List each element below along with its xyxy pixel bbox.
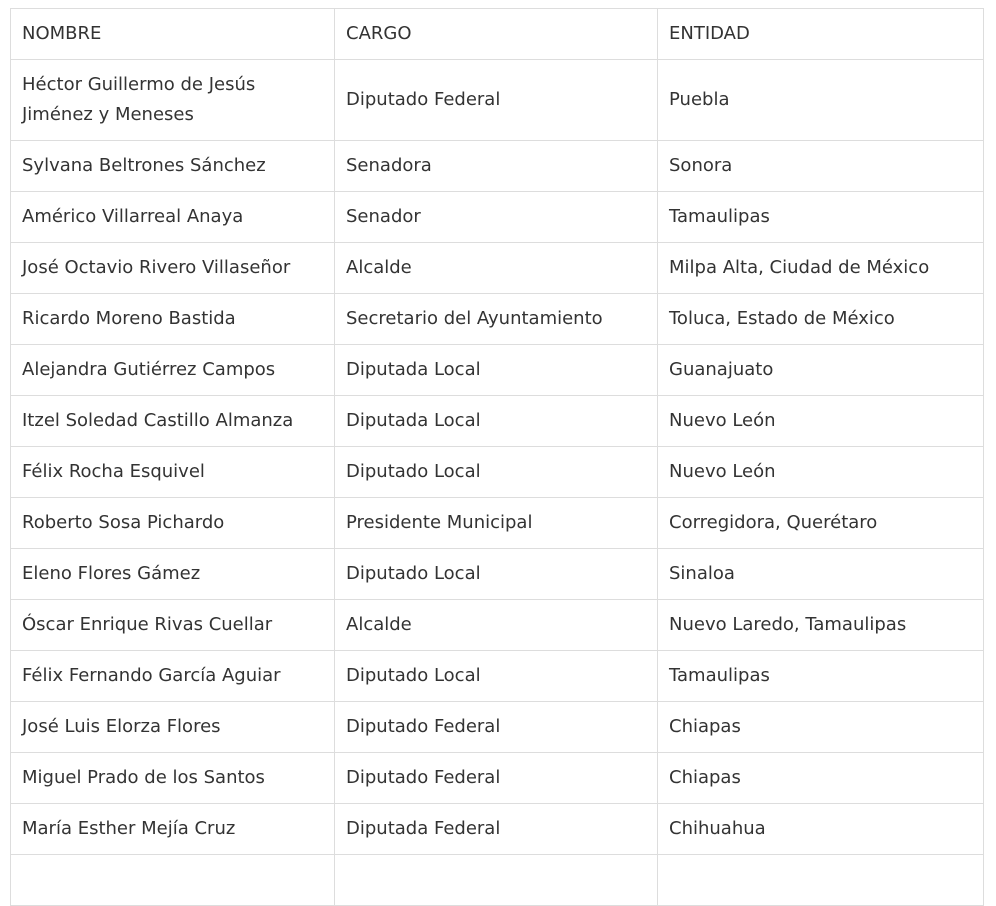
table-row <box>11 396 984 447</box>
cell-entidad: Sonora <box>658 141 984 192</box>
cell-nombre: Itzel Soledad Castillo Almanza <box>11 396 335 447</box>
cell-entidad: Corregidora, Querétaro <box>658 498 984 549</box>
table-row <box>11 651 984 702</box>
header-cargo: CARGO <box>335 9 658 60</box>
cell-cargo: Diputada Federal <box>335 804 658 855</box>
cell-nombre: Miguel Prado de los Santos <box>11 753 335 804</box>
cell-entidad: Tamaulipas <box>658 192 984 243</box>
cell-cargo: Diputado Local <box>335 651 658 702</box>
header-entidad: ENTIDAD <box>658 9 984 60</box>
cell-nombre: Félix Rocha Esquivel <box>11 447 335 498</box>
cell-entidad: Chiapas <box>658 753 984 804</box>
table-row <box>11 753 984 804</box>
table-row <box>11 498 984 549</box>
cell-entidad: Nuevo León <box>658 396 984 447</box>
cell-nombre: María Esther Mejía Cruz <box>11 804 335 855</box>
cell-cargo: Senadora <box>335 141 658 192</box>
officials-table <box>10 8 984 906</box>
cell-entidad: Sinaloa <box>658 549 984 600</box>
cell-entidad: Toluca, Estado de México <box>658 294 984 345</box>
table-row <box>11 192 984 243</box>
table-row <box>11 243 984 294</box>
cell-nombre: Óscar Enrique Rivas Cuellar <box>11 600 335 651</box>
table-row <box>11 294 984 345</box>
table-row <box>11 600 984 651</box>
cell-entidad: Nuevo Laredo, Tamaulipas <box>658 600 984 651</box>
cell-cargo: Diputado Local <box>335 447 658 498</box>
table-header <box>11 9 984 60</box>
cell-entidad: Milpa Alta, Ciudad de México <box>658 243 984 294</box>
cell-nombre: Félix Fernando García Aguiar <box>11 651 335 702</box>
cell-cargo: Diputado Local <box>335 549 658 600</box>
cell-cargo: Alcalde <box>335 243 658 294</box>
cell-nombre: Eleno Flores Gámez <box>11 549 335 600</box>
table-row <box>11 60 984 141</box>
cell-cargo <box>335 855 658 906</box>
cell-cargo: Alcalde <box>335 600 658 651</box>
cell-entidad: Puebla <box>658 60 984 141</box>
table-row <box>11 345 984 396</box>
cell-cargo: Diputado Federal <box>335 753 658 804</box>
cell-entidad: Chihuahua <box>658 804 984 855</box>
cell-nombre: Roberto Sosa Pichardo <box>11 498 335 549</box>
header-row <box>11 9 984 60</box>
cell-nombre <box>11 855 335 906</box>
cell-cargo: Secretario del Ayuntamiento <box>335 294 658 345</box>
officials-table-container <box>10 8 983 906</box>
table-row <box>11 141 984 192</box>
cell-nombre: Américo Villarreal Anaya <box>11 192 335 243</box>
cell-nombre: José Luis Elorza Flores <box>11 702 335 753</box>
cell-cargo: Presidente Municipal <box>335 498 658 549</box>
cell-nombre: Ricardo Moreno Bastida <box>11 294 335 345</box>
table-row <box>11 549 984 600</box>
cell-entidad: Guanajuato <box>658 345 984 396</box>
table-row <box>11 447 984 498</box>
cell-cargo: Diputada Local <box>335 396 658 447</box>
cell-cargo: Diputado Federal <box>335 702 658 753</box>
cell-cargo: Diputado Federal <box>335 60 658 141</box>
cell-entidad <box>658 855 984 906</box>
cell-nombre: José Octavio Rivero Villaseñor <box>11 243 335 294</box>
cell-nombre: Héctor Guillermo de Jesús Jiménez y Meneses <box>11 60 335 141</box>
table-row <box>11 804 984 855</box>
table-row <box>11 855 984 906</box>
cell-entidad: Nuevo León <box>658 447 984 498</box>
cell-nombre: Sylvana Beltrones Sánchez <box>11 141 335 192</box>
cell-entidad: Tamaulipas <box>658 651 984 702</box>
cell-entidad: Chiapas <box>658 702 984 753</box>
header-nombre: NOMBRE <box>11 9 335 60</box>
table-body <box>11 60 984 906</box>
cell-cargo: Diputada Local <box>335 345 658 396</box>
cell-nombre: Alejandra Gutiérrez Campos <box>11 345 335 396</box>
cell-cargo: Senador <box>335 192 658 243</box>
table-row <box>11 702 984 753</box>
